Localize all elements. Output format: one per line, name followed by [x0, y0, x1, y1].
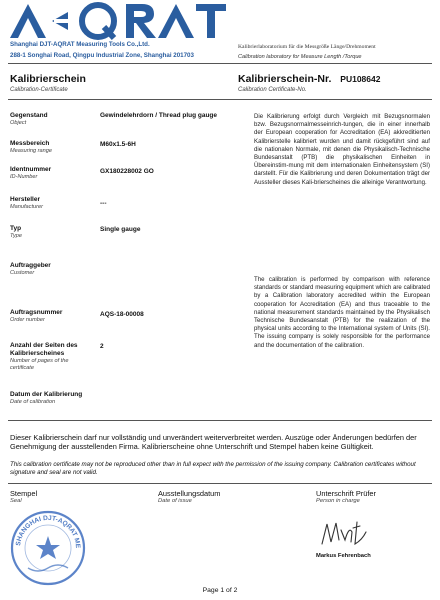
- calibration-statement-en: The calibration is performed by comparison with reference standards or standard measuring equipment which are calibrated by a Calibration laboratory accredited within the European cooperation for Accreditation (EA) and thus traceable to the national measurement standards maintained by the Physikalisch Technische Bundesanstalt (PTB) for the realization of the physical units according to the International system of Units (SI). The issuing company is solely responsible for the performance and the documentation of the calibration.: [254, 276, 430, 349]
- handwritten-signature: [318, 518, 370, 550]
- field-label: Auftraggeber: [10, 262, 51, 269]
- field-value-type: Single gauge: [100, 226, 141, 233]
- seal-text: SHANGHAI DJT-AQRAT ME: [15, 514, 82, 549]
- certificate-number-label: [238, 73, 380, 85]
- certificate-number: PU108642: [340, 74, 381, 84]
- certificate-number-label-text: Kalibrierschein-Nr.: [238, 73, 332, 85]
- title-divider: [8, 99, 432, 100]
- field-id-number: [10, 166, 51, 181]
- field-value-page-count: 2: [100, 343, 104, 350]
- lab-description-en: Calibration laboratory for Measure Length /Torque: [238, 54, 362, 60]
- seal-label: Stempel: [10, 489, 38, 498]
- company-logo: [8, 2, 226, 40]
- footer-divider: [8, 420, 432, 421]
- field-label-en: Manufacturer: [10, 204, 43, 210]
- field-label: Datum der Kalibrierung: [10, 391, 83, 398]
- field-label-en: Object: [10, 120, 27, 126]
- field-label-en: Type: [10, 233, 23, 239]
- company-name: Shanghai DJT-AQRAT Measuring Tools Co.,Ltd.: [10, 41, 150, 48]
- field-label: Messbereich: [10, 140, 50, 147]
- field-value-manufacturer: ---: [100, 200, 107, 207]
- issue-date-label-en: Date of issue: [158, 498, 192, 504]
- field-value-id-number: GX180228002 GO: [100, 168, 154, 175]
- issue-date-label: Ausstellungsdatum: [158, 489, 221, 498]
- certificate-number-label-en: Calibration Certificate-No.: [238, 87, 307, 93]
- field-calibration-date: [10, 391, 82, 406]
- examiner-header: [316, 489, 376, 504]
- header-divider: [8, 63, 432, 64]
- certificate-title-en: Calibration-Certificate: [10, 87, 68, 93]
- signer-name: Markus Fehrenbach: [316, 553, 371, 559]
- field-label-en: Order number: [10, 317, 45, 323]
- field-label: Anzahl der Seiten des Kalibrierscheines: [10, 342, 78, 357]
- validity-note-en: This calibration certificate may not be reproduced other than in full expect with the permission of the issuing company. Calibration certificates without signature and seal are not valid.: [10, 461, 416, 476]
- validity-note-de: Dieser Kalibrierschein darf nur vollständig und unverändert weiterverbreitet werden. Auszüge oder Änderungen bedürfen der Genehmigung der ausstellenden Firma. Kalibrierscheine ohne Unterschrift und Stempel haben keine Gültigkeit.: [10, 433, 417, 451]
- field-order-number: [10, 309, 62, 324]
- company-address: 288-1 Songhai Road, Qingpu Industrial Zone, Shanghai 201703: [10, 52, 194, 59]
- field-label-en: ID-Number: [10, 174, 38, 180]
- field-label-en: Date of calibration: [10, 399, 56, 405]
- field-label-en: Measuring range: [10, 148, 52, 154]
- lab-description-de: Kalibrierlaboratorium für die Messgröße Länge/Drehmoment: [238, 44, 376, 50]
- logo-wordmark: AQRAT: [8, 2, 12, 3]
- field-value-object: Gewindelehrdorn / Thread plug gauge: [100, 112, 218, 119]
- field-label: Auftragsnummer: [10, 309, 63, 316]
- field-customer: [10, 262, 51, 277]
- field-manufacturer: [10, 196, 43, 211]
- field-object: [10, 112, 48, 127]
- issue-date-header: [158, 489, 220, 504]
- field-type: [10, 225, 22, 240]
- examiner-label-en: Person in charge: [316, 498, 360, 504]
- signature-divider: [8, 483, 432, 484]
- field-label: Hersteller: [10, 196, 40, 203]
- field-label: Gegenstand: [10, 112, 48, 119]
- seal-header: [10, 489, 37, 504]
- field-label-en: Customer: [10, 270, 35, 276]
- calibration-statement-de: Die Kalibrierung erfolgt durch Vergleich mit Bezugsnormalen bzw. Bezugsnormalmesseinrich-tungen, die in einer innerhalb der European cooperation for Accreditation (EA) akkreditierten Kalibrierstelle kalibriert wurden und damit rückgeführt sind auf die nationalen Normale, mit denen die Physikalisch-Technische Bundesanstalt (PTB) die physikalischen Einheiten in Übereinstim-mung mit dem internationalen Einheitensystem (SI) darstellt. Für die Kalibrierung und deren Dokumentation trägt der Aussteller dieses Kali-brierscheines die alleinige Verantwortung.: [254, 113, 430, 186]
- field-label-en: Number of pages of the certificate: [10, 358, 69, 371]
- field-measuring-range: [10, 140, 52, 155]
- field-label: Identnummer: [10, 166, 52, 173]
- page-indicator: Page 1 of 2: [202, 587, 238, 594]
- field-page-count: [10, 342, 92, 372]
- examiner-label: Unterschrift Prüfer: [316, 489, 376, 498]
- company-seal-stamp: [10, 510, 86, 586]
- seal-label-en: Seal: [10, 498, 22, 504]
- certificate-title: Kalibrierschein: [10, 73, 86, 85]
- field-label: Typ: [10, 225, 22, 232]
- field-value-measuring-range: M60x1.5-6H: [100, 141, 136, 148]
- field-value-order-number: AQS-18-00008: [100, 311, 144, 318]
